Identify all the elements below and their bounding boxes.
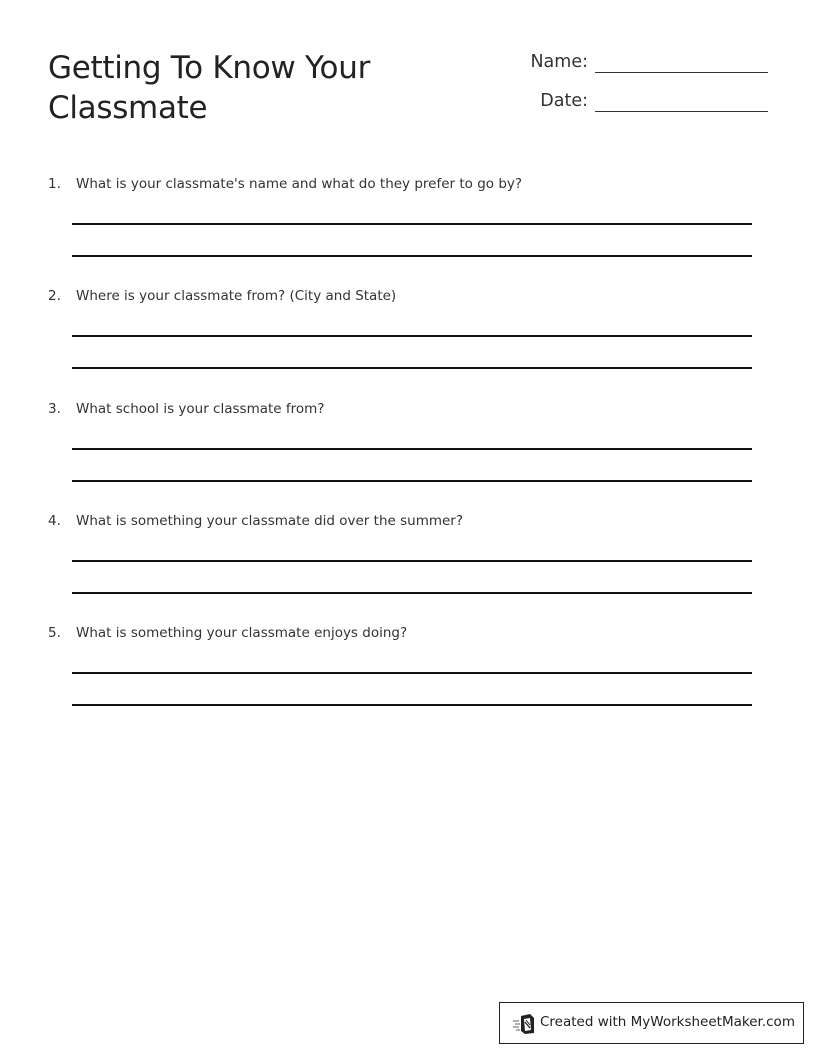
footer-credit-badge[interactable] (499, 1002, 804, 1044)
answer-line[interactable] (72, 672, 752, 674)
answer-line[interactable] (72, 223, 752, 225)
answer-line[interactable] (72, 448, 752, 450)
name-label: Name: (530, 52, 588, 72)
answer-line[interactable] (72, 255, 752, 257)
question-number: 1. (48, 176, 61, 192)
answer-line[interactable] (72, 592, 752, 594)
answer-line[interactable] (72, 704, 752, 706)
question-number: 3. (48, 401, 61, 417)
question-text: Where is your classmate from? (City and State) (76, 288, 397, 304)
answer-line[interactable] (72, 480, 752, 482)
answer-line[interactable] (72, 335, 752, 337)
question-text: What school is your classmate from? (76, 401, 325, 417)
date-label: Date: (540, 91, 588, 111)
answer-line[interactable] (72, 367, 752, 369)
worksheet-title: Getting To Know Your Classmate (48, 50, 371, 126)
question-text: What is something your classmate did over the summer? (76, 513, 464, 529)
name-input-line[interactable] (595, 72, 768, 73)
answer-line[interactable] (72, 560, 752, 562)
question-text: What is your classmate's name and what do they prefer to go by? (76, 176, 523, 192)
question-number: 5. (48, 625, 61, 641)
question-text: What is something your classmate enjoys doing? (76, 625, 408, 641)
worksheet-maker-logo-icon (512, 1013, 536, 1035)
date-input-line[interactable] (595, 111, 768, 112)
question-number: 2. (48, 288, 61, 304)
footer-credit-text: Created with MyWorksheetMaker.com (540, 1014, 795, 1030)
question-number: 4. (48, 513, 61, 529)
date-field[interactable] (500, 87, 770, 117)
name-field[interactable] (500, 48, 770, 78)
